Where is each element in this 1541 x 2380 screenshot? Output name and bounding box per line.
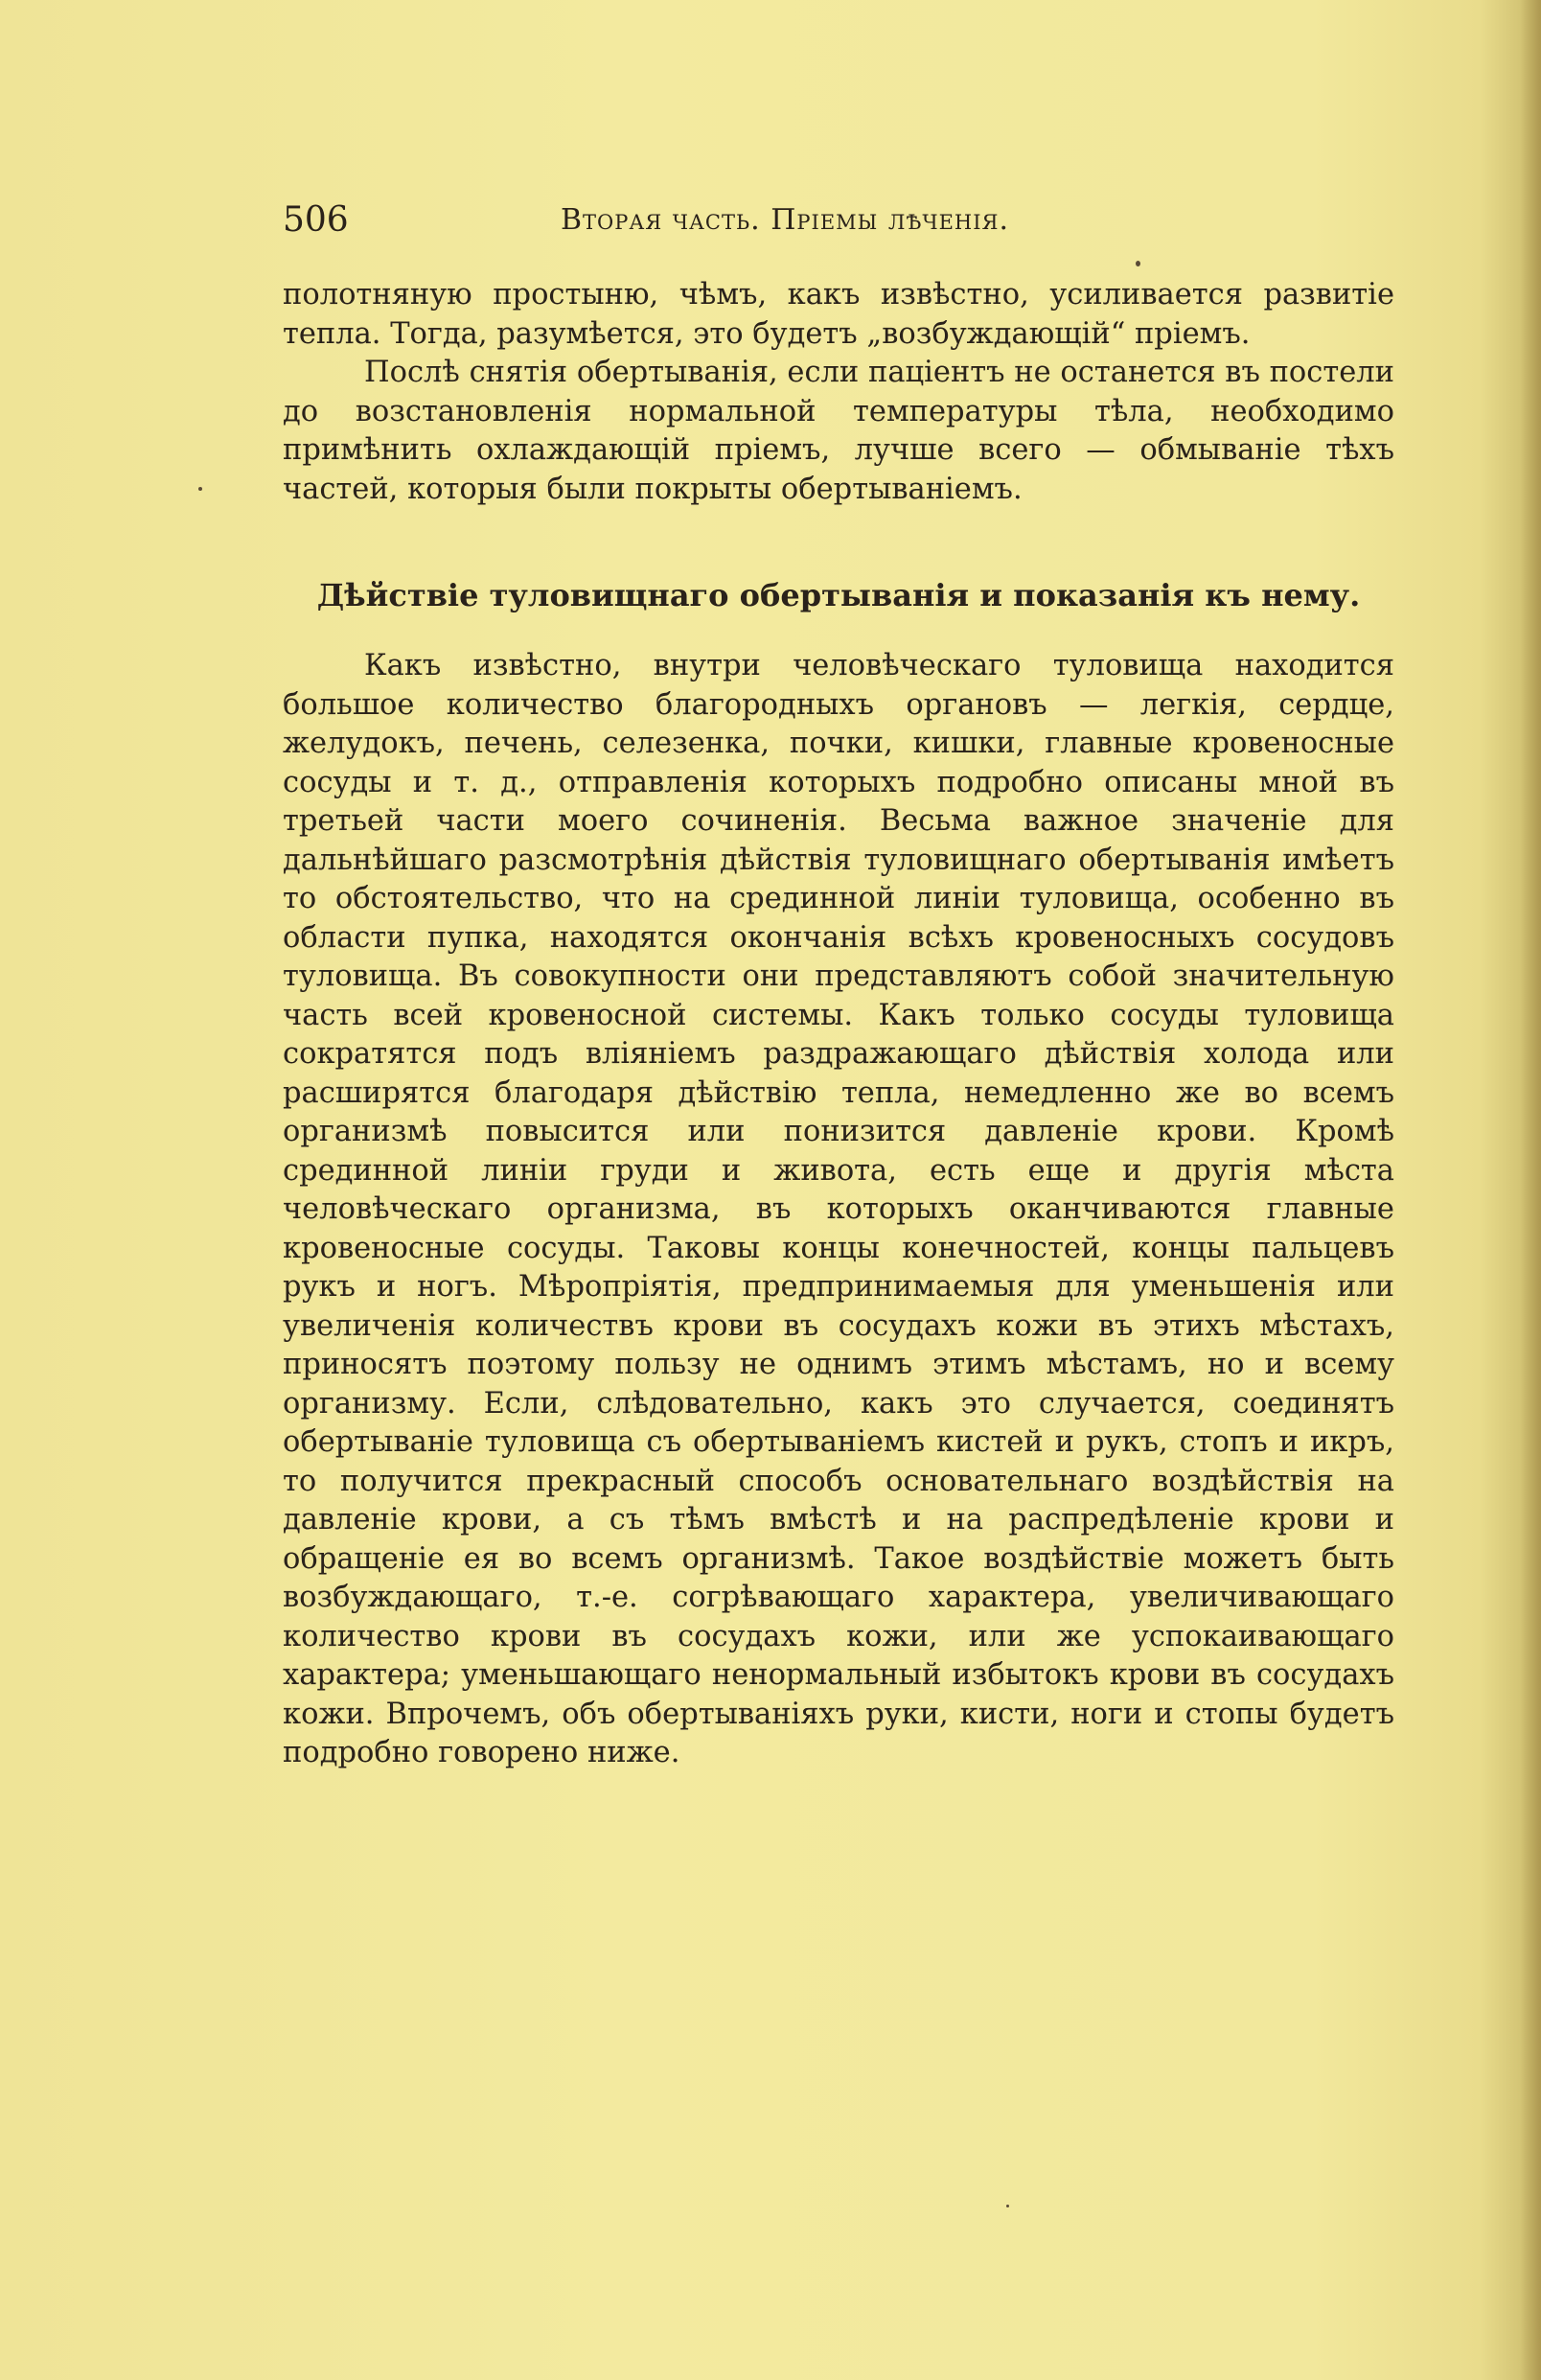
section-heading: Дѣйствіе туловищнаго обертыванія и показанія къ нему. bbox=[316, 577, 1361, 613]
running-title: Вторая часть. Пріемы лѣченія. bbox=[561, 203, 1010, 237]
running-head bbox=[283, 192, 1394, 249]
page-number: 506 bbox=[283, 200, 349, 240]
paragraph-continued: полотняную простыню, чѣмъ, какъ извѣстно, усиливается развитіе тепла. Тогда, разумѣется, это будетъ „возбуждающій“ пріемъ. bbox=[283, 278, 1394, 351]
text-block bbox=[283, 192, 1394, 1773]
print-speck bbox=[1006, 2205, 1009, 2207]
paragraph-after-removal: Послѣ снятія обертыванія, если паціентъ не останется въ постели до возстановленія нормальной температуры тѣла, необходимо примѣнить охлаждающій пріемъ, лучше всего — обмываніе тѣхъ частей, которыя были покрыты обертываніемъ. bbox=[283, 356, 1394, 506]
page-edge-shadow bbox=[1520, 0, 1541, 2380]
section-paragraph: Какъ извѣстно, внутри человѣческаго туловища находится большое количество благородныхъ органовъ — легкія, сердце, желудокъ, печень, селезенка, почки, кишки, главные кровеносные сосуды и т. д., отправленія которыхъ подробно описаны мной въ третьей части моего сочиненія. Весьма важное значеніе для дальнѣйшаго разсмотрѣнія дѣйствія туловищнаго обертыванія имѣетъ то обстоятельство, что на срединной линіи туловища, особенно въ области пупка, находятся окончанія всѣхъ кровеносныхъ сосудовъ туловища. Въ совокупности они представляютъ собой значительную часть всей кровеносной системы. Какъ только сосуды туловища сократятся подъ вліяніемъ раздражающаго дѣйствія холода или расширятся благодаря дѣйствію тепла, немедленно же во всемъ организмѣ повысится или понизится давленіе крови. Кромѣ срединной линіи груди и живота, есть еще и другія мѣста человѣческаго организма, въ которыхъ оканчиваются главные кровеносные сосуды. Таковы концы конечностей, концы пальцевъ рукъ и ногъ. Мѣропріятія, предпринимаемыя для уменьшенія или увеличенія количествъ крови въ сосудахъ кожи въ этихъ мѣстахъ, приносятъ поэтому пользу не однимъ этимъ мѣстамъ, но и всему организму. Если, слѣдовательно, какъ это случается, соединятъ обертываніе туловища съ обертываніемъ кистей и рукъ, стопъ и икръ, то получится прекрасный способъ основательнаго воздѣйствія на давленіе крови, а съ тѣмъ вмѣстѣ и на распредѣленіе крови и обращеніе ея во всемъ организмѣ. Такое воздѣйствіе можетъ быть возбуждающаго, т.-е. согрѣвающаго характера, увеличивающаго количество крови въ сосудахъ кожи, или же успокаивающаго характера; уменьшающаго ненормальный избытокъ крови въ сосудахъ кожи. Впрочемъ, объ обертываніяхъ руки, кисти, ноги и стопы будетъ подробно говорено ниже. bbox=[283, 649, 1394, 1769]
print-speck bbox=[198, 487, 202, 491]
